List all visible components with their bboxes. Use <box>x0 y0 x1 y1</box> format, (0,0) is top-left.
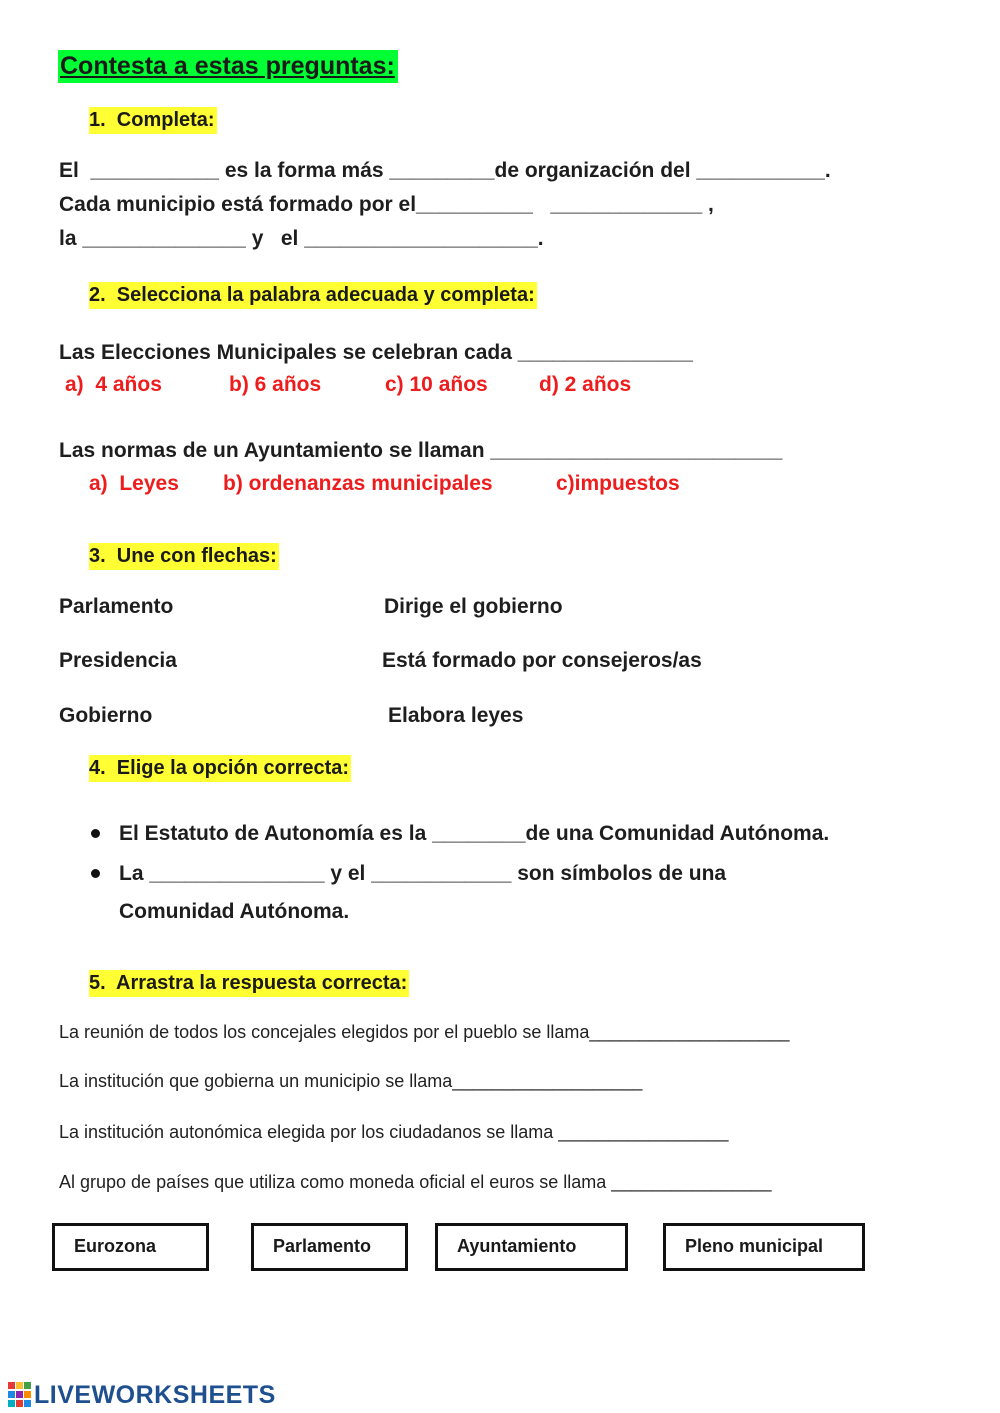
drag-word-pleno-municipal[interactable]: Pleno municipal <box>663 1223 865 1271</box>
match-right-3[interactable]: Elabora leyes <box>388 704 524 727</box>
s2-q2-option-c[interactable]: c)impuestos <box>556 472 680 495</box>
drag-word-parlamento[interactable]: Parlamento <box>251 1223 408 1271</box>
s5-sentence-1: La reunión de todos los concejales elegidos por el pueblo se llama____________________ <box>59 1022 790 1042</box>
s5-sentence-4: Al grupo de países que utiliza como moneda oficial el euros se llama ________________ <box>59 1172 772 1192</box>
s2-q2-option-a[interactable]: a) Leyes <box>89 472 179 495</box>
drag-word-ayuntamiento[interactable]: Ayuntamiento <box>435 1223 628 1271</box>
match-right-2[interactable]: Está formado por consejeros/as <box>382 649 702 672</box>
s2-q1-option-c[interactable]: c) 10 años <box>385 373 488 396</box>
section-1-heading: 1. Completa: <box>89 107 217 134</box>
match-left-2[interactable]: Presidencia <box>59 649 177 672</box>
section-4-heading: 4. Elige la opción correcta: <box>89 755 351 782</box>
s4-bullet-2-line-2: Comunidad Autónoma. <box>119 900 350 923</box>
s1-line-2: Cada municipio está formado por el__________ _____________ , <box>59 193 714 216</box>
s2-q2-option-b[interactable]: b) ordenanzas municipales <box>223 472 493 495</box>
drag-word-eurozona[interactable]: Eurozona <box>52 1223 209 1271</box>
s2-q1-option-a[interactable]: a) 4 años <box>65 373 162 396</box>
liveworksheets-logo <box>8 1380 276 1410</box>
match-left-3[interactable]: Gobierno <box>59 704 153 727</box>
section-3-heading: 3. Une con flechas: <box>89 543 279 570</box>
s2-question-1: Las Elecciones Municipales se celebran cada _______________ <box>59 341 693 364</box>
s2-q1-option-b[interactable]: b) 6 años <box>229 373 322 396</box>
section-2-heading: 2. Selecciona la palabra adecuada y completa: <box>89 282 537 309</box>
s2-q1-option-d[interactable]: d) 2 años <box>539 373 632 396</box>
bullet-icon <box>91 869 100 878</box>
s1-line-1: El ___________ es la forma más _________de organización del ___________. <box>59 159 831 182</box>
match-left-1[interactable]: Parlamento <box>59 595 174 618</box>
section-5-heading: 5. Arrastra la respuesta correcta: <box>89 970 409 997</box>
s1-line-3: la ______________ y el ____________________. <box>59 227 544 250</box>
s4-bullet-1: El Estatuto de Autonomía es la ________de una Comunidad Autónoma. <box>119 822 830 845</box>
match-right-1[interactable]: Dirige el gobierno <box>384 595 563 618</box>
s4-bullet-2-line-1: La _______________ y el ____________ son símbolos de una <box>119 862 727 885</box>
s2-question-2: Las normas de un Ayuntamiento se llaman _________________________ <box>59 439 783 462</box>
liveworksheets-logo-text: LIVEWORKSHEETS <box>34 1380 276 1409</box>
s5-sentence-3: La institución autonómica elegida por los ciudadanos se llama _________________ <box>59 1122 729 1142</box>
liveworksheets-logo-icon <box>8 1382 32 1408</box>
worksheet-title: Contesta a estas preguntas: <box>58 50 398 83</box>
s5-sentence-2: La institución que gobierna un municipio se llama___________________ <box>59 1071 643 1091</box>
bullet-icon <box>91 829 100 838</box>
